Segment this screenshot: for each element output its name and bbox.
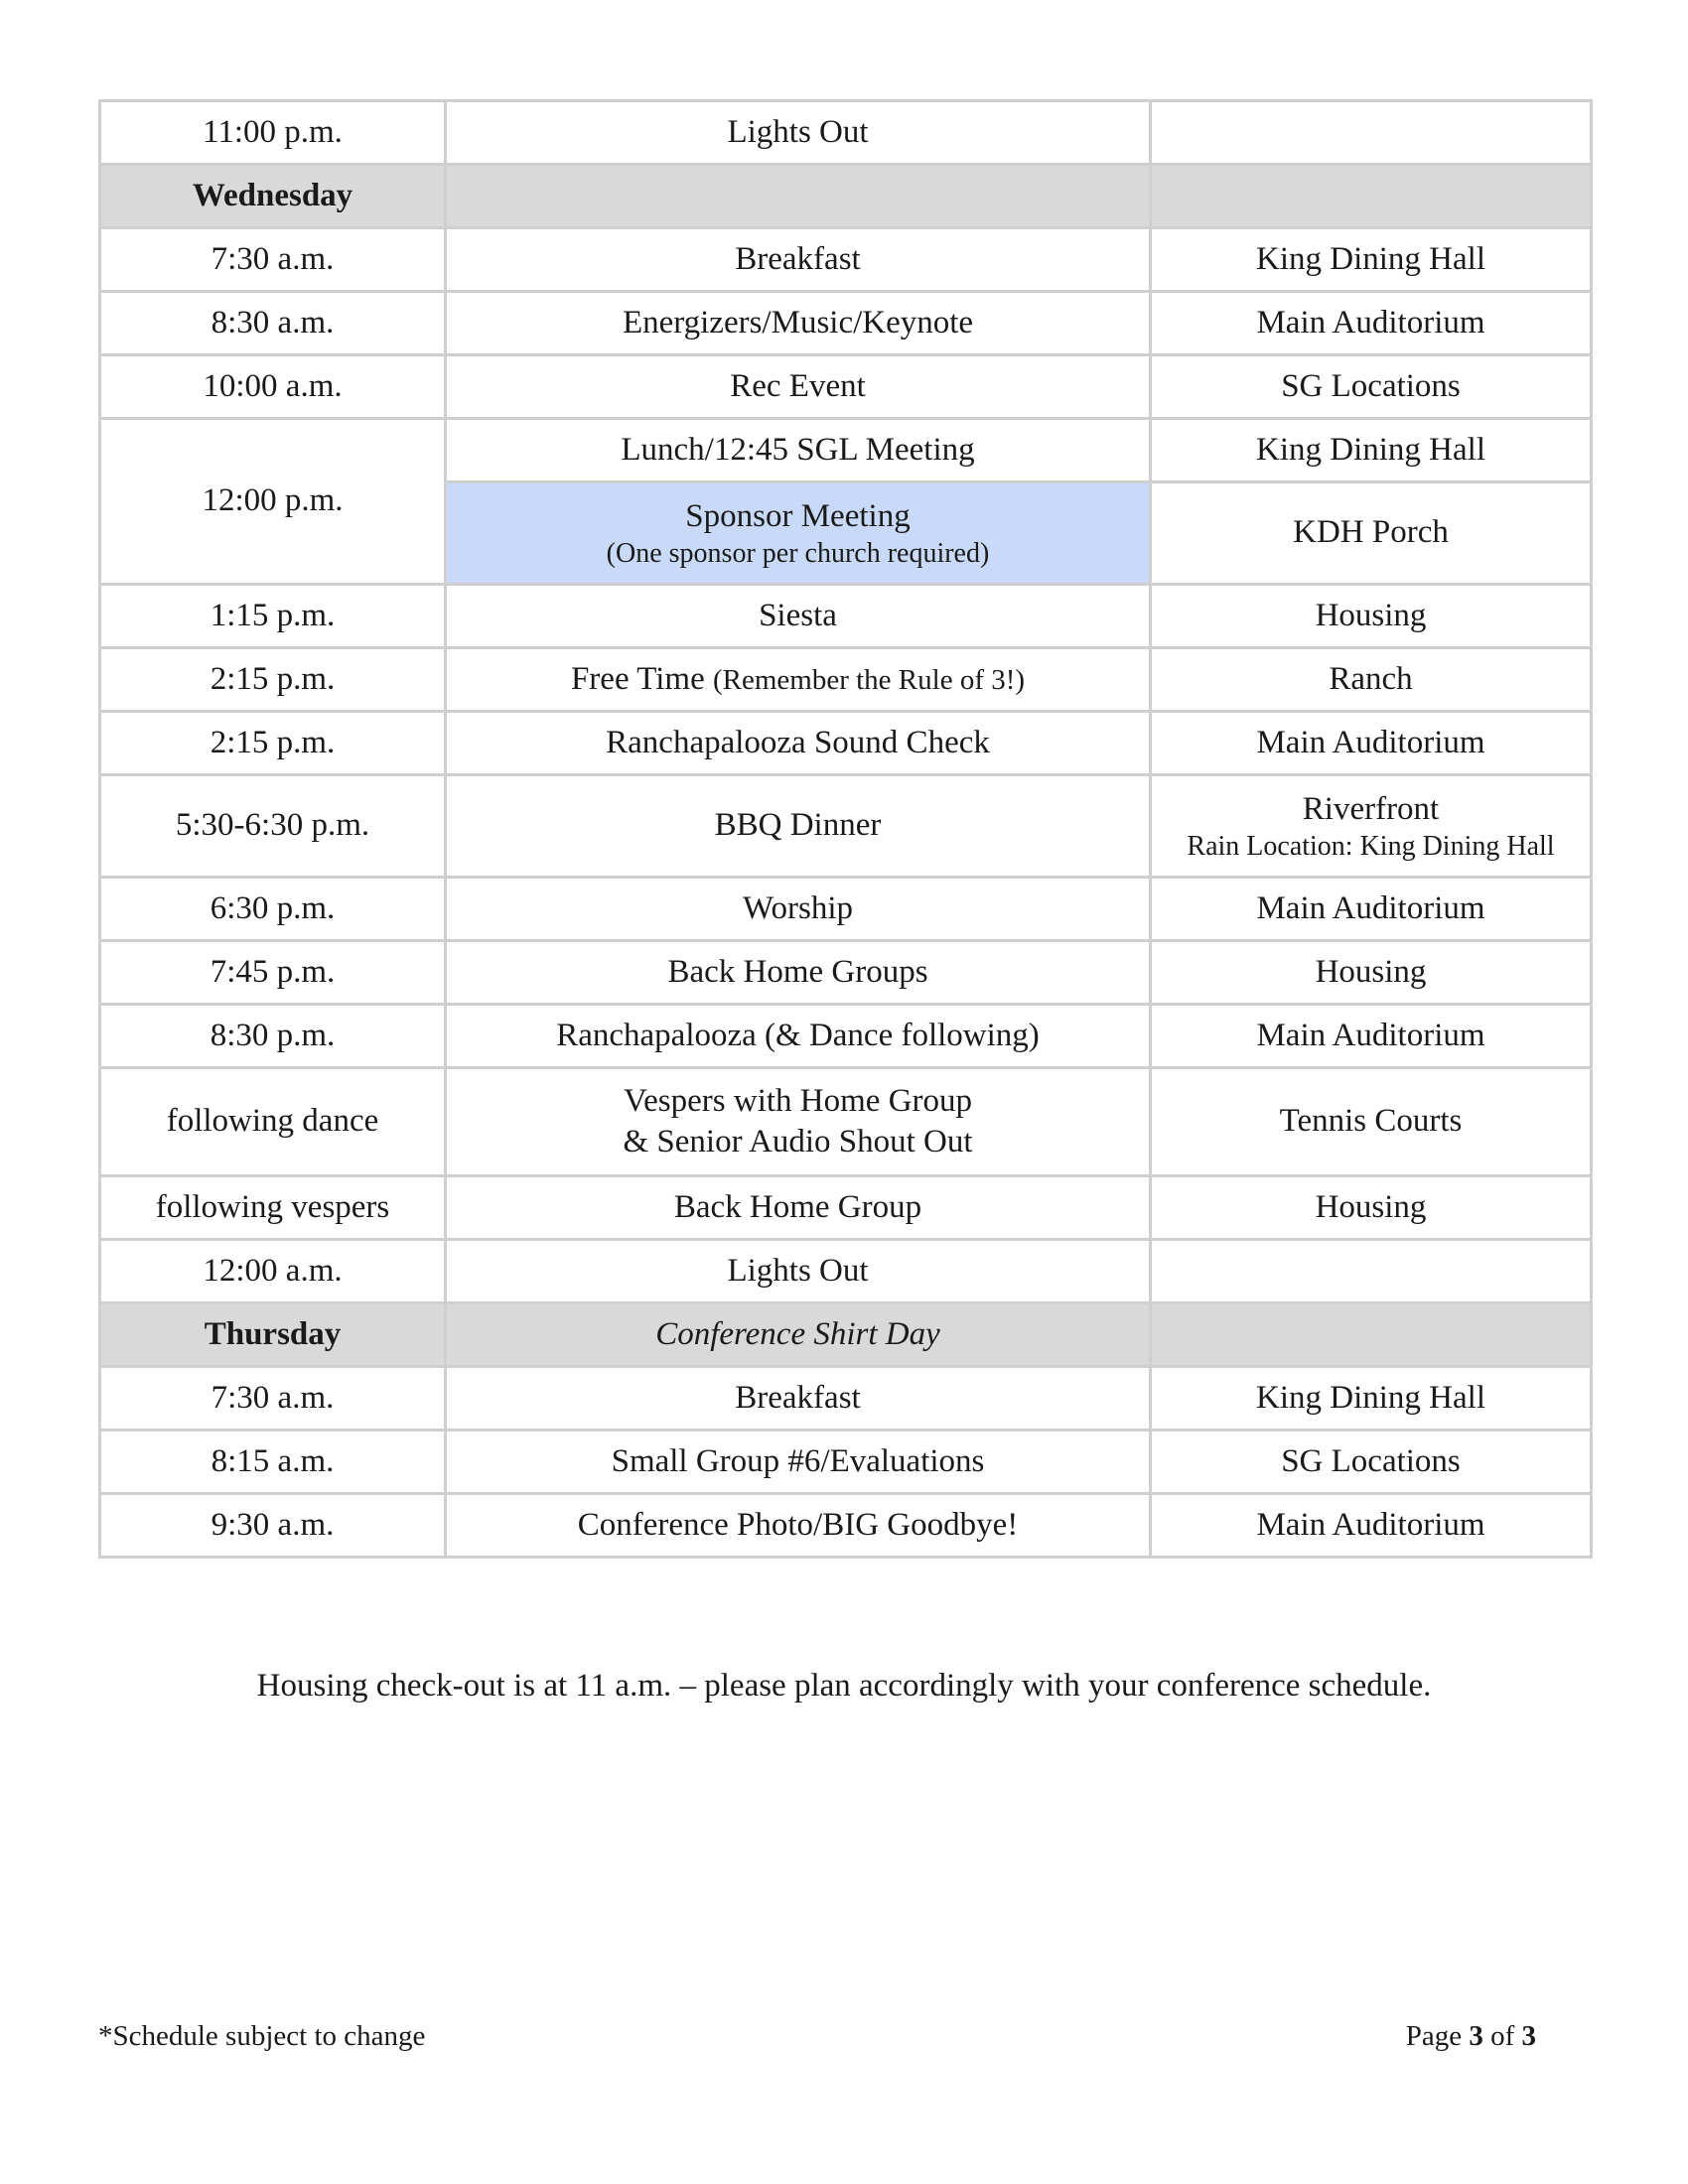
day-header-wednesday [100,165,1592,228]
day-note: Conference Shirt Day [446,1303,1151,1367]
day-header-thursday [100,1303,1592,1367]
location-cell: King Dining Hall [1151,419,1592,482]
location-cell [1151,775,1592,878]
event-cell [446,648,1151,712]
location-cell: Ranch [1151,648,1592,712]
time-cell: 2:15 p.m. [100,648,446,712]
time-cell: 8:30 a.m. [100,292,446,355]
time-cell: 5:30-6:30 p.m. [100,775,446,878]
page-number [1406,2020,1536,2053]
event-title: Free Time [570,660,705,697]
table-row [100,712,1592,775]
time-cell: 8:30 p.m. [100,1005,446,1068]
sponsor-meeting-cell [446,482,1151,585]
time-cell: 9:30 a.m. [100,1494,446,1558]
table-row [100,1367,1592,1431]
location-cell: Main Auditorium [1151,1005,1592,1068]
day-note [446,165,1151,228]
location-cell: Main Auditorium [1151,712,1592,775]
table-row [100,1005,1592,1068]
time-cell: following vespers [100,1176,446,1240]
location-cell: Housing [1151,941,1592,1005]
time-cell: 6:30 p.m. [100,878,446,941]
table-row [100,419,1592,482]
location-cell: King Dining Hall [1151,228,1592,292]
table-row [100,1431,1592,1494]
location-title: Riverfront [1302,790,1440,827]
location-cell: SG Locations [1151,1431,1592,1494]
time-cell: 11:00 p.m. [100,101,446,165]
page-current: 3 [1469,2020,1483,2052]
table-row [100,1068,1592,1176]
event-cell: Ranchapalooza (& Dance following) [446,1005,1151,1068]
location-cell: Main Auditorium [1151,292,1592,355]
event-line-1: Vespers with Home Group [623,1082,973,1119]
event-cell: Energizers/Music/Keynote [446,292,1151,355]
event-cell: Lights Out [446,101,1151,165]
event-cell: Back Home Group [446,1176,1151,1240]
time-cell: 8:15 a.m. [100,1431,446,1494]
time-cell: 12:00 p.m. [100,419,446,585]
of-word: of [1490,2020,1515,2052]
location-cell: SG Locations [1151,355,1592,419]
event-cell: Lights Out [446,1240,1151,1303]
event-cell: Siesta [446,585,1151,648]
event-cell: Worship [446,878,1151,941]
time-cell: 10:00 a.m. [100,355,446,419]
table-row [100,941,1592,1005]
table-row [100,355,1592,419]
time-cell: 12:00 a.m. [100,1240,446,1303]
schedule-disclaimer: *Schedule subject to change [98,2020,426,2052]
location-cell: Main Auditorium [1151,1494,1592,1558]
table-row [100,228,1592,292]
table-row [100,292,1592,355]
rain-location: Rain Location: King Dining Hall [1187,830,1555,862]
page-total: 3 [1521,2020,1536,2052]
time-cell: 7:45 p.m. [100,941,446,1005]
location-cell: Tennis Courts [1151,1068,1592,1176]
time-cell: 7:30 a.m. [100,1367,446,1431]
table-row [100,648,1592,712]
location-cell: Housing [1151,585,1592,648]
time-cell: following dance [100,1068,446,1176]
event-cell: Ranchapalooza Sound Check [446,712,1151,775]
table-row [100,1494,1592,1558]
location-cell: Housing [1151,1176,1592,1240]
time-cell: 7:30 a.m. [100,228,446,292]
event-cell: Breakfast [446,1367,1151,1431]
event-cell: Rec Event [446,355,1151,419]
day-empty-cell [1151,1303,1592,1367]
event-title: Sponsor Meeting [685,497,911,534]
location-cell: KDH Porch [1151,482,1592,585]
event-cell [446,1068,1151,1176]
day-name: Thursday [100,1303,446,1367]
table-row [100,101,1592,165]
event-cell: Back Home Groups [446,941,1151,1005]
schedule-table [98,99,1593,1559]
table-row [100,585,1592,648]
location-cell [1151,101,1592,165]
event-note: (One sponsor per church required) [606,537,990,569]
table-row [100,1240,1592,1303]
day-name: Wednesday [100,165,446,228]
table-row [100,878,1592,941]
page-word: Page [1405,2020,1463,2052]
time-cell: 1:15 p.m. [100,585,446,648]
location-cell: Main Auditorium [1151,878,1592,941]
event-cell: Small Group #6/Evaluations [446,1431,1151,1494]
event-line-2: & Senior Audio Shout Out [623,1124,973,1160]
location-cell [1151,1240,1592,1303]
checkout-note: Housing check-out is at 11 a.m. – please plan accordingly with your conference schedule. [256,1668,1432,1704]
table-row [100,1176,1592,1240]
time-cell: 2:15 p.m. [100,712,446,775]
event-note: (Remember the Rule of 3!) [712,663,1026,696]
event-cell: Conference Photo/BIG Goodbye! [446,1494,1151,1558]
location-cell: King Dining Hall [1151,1367,1592,1431]
event-cell: Breakfast [446,228,1151,292]
day-empty-cell [1151,165,1592,228]
event-cell: Lunch/12:45 SGL Meeting [446,419,1151,482]
event-cell: BBQ Dinner [446,775,1151,878]
table-row [100,775,1592,878]
